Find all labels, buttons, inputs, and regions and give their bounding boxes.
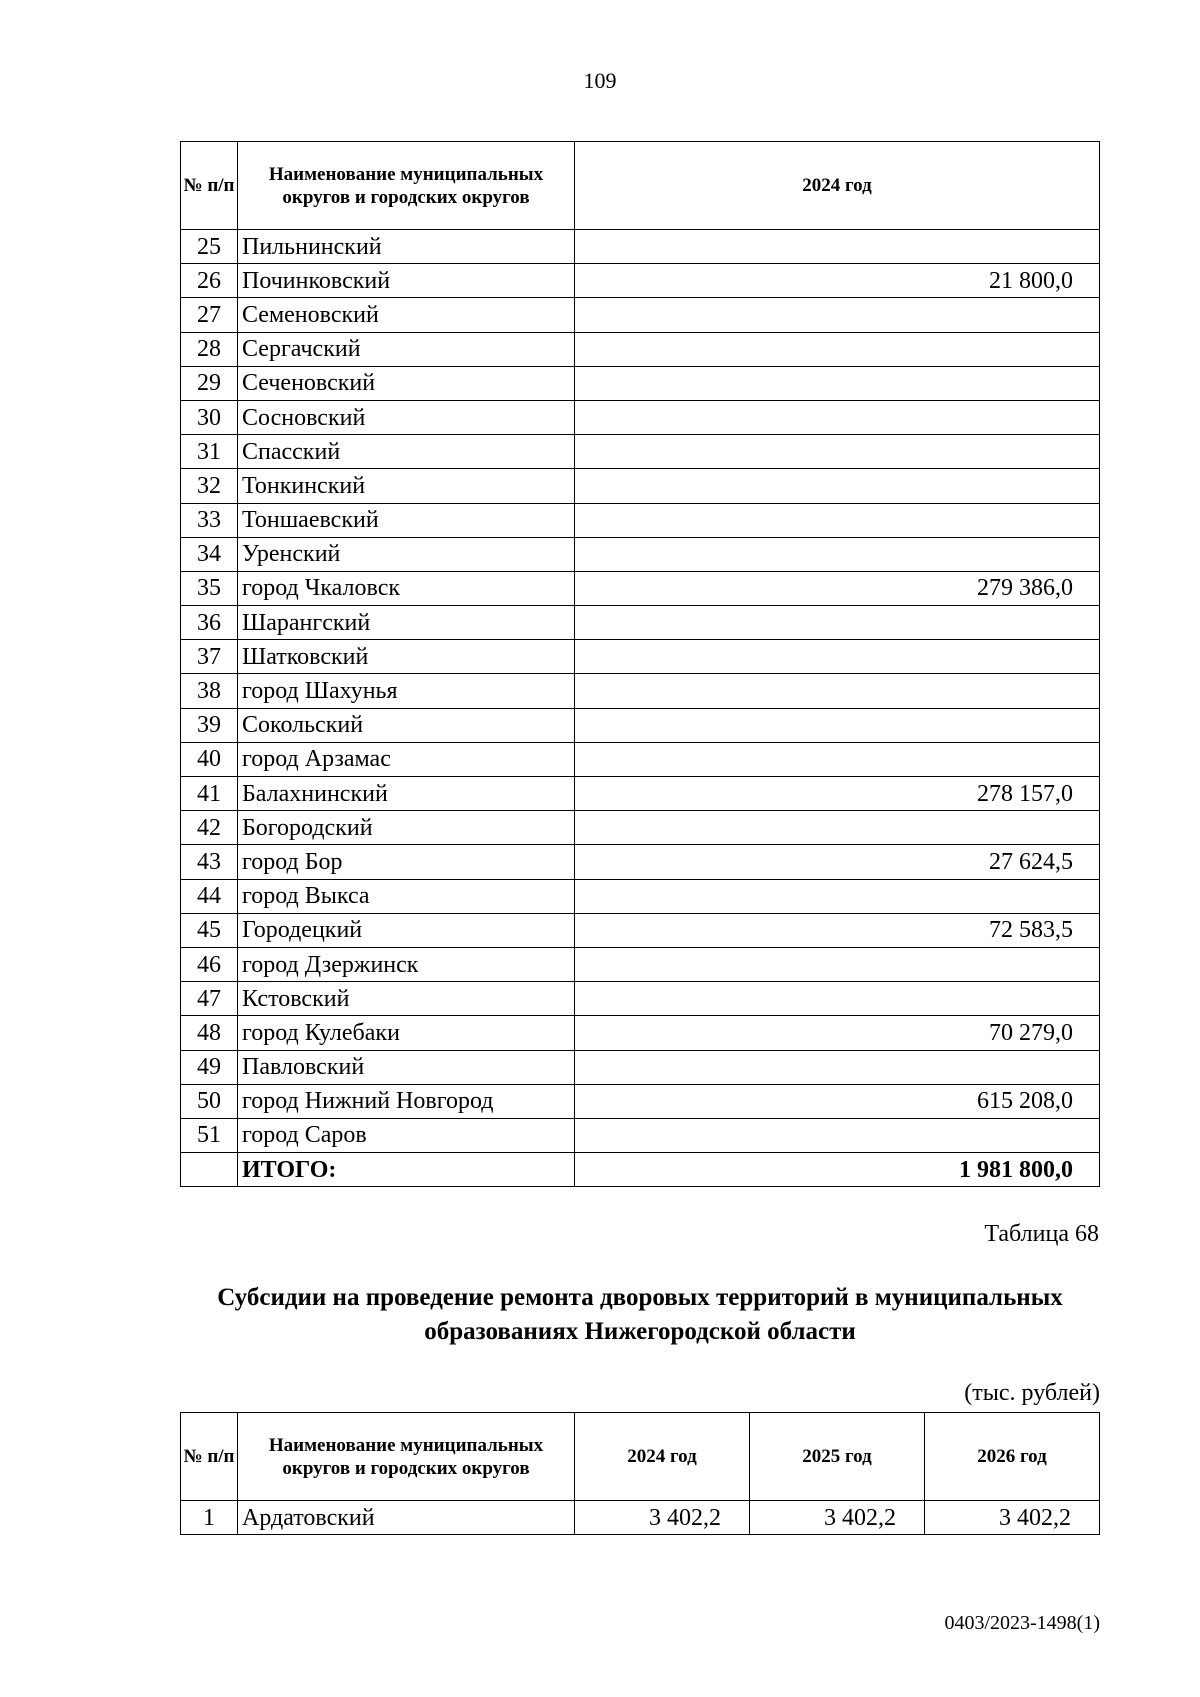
amount-2024 (575, 503, 1100, 537)
district-name: Кстовский (238, 982, 575, 1016)
district-name: город Выкса (238, 879, 575, 913)
section-title: Субсидии на проведение ремонта дворовых территорий в муниципальных образованиях Нижегородской области (217, 1284, 1063, 1345)
table-row (181, 1501, 1100, 1535)
table-row (181, 264, 1100, 298)
table-row (181, 469, 1100, 503)
table-row (181, 435, 1100, 469)
district-name: город Дзержинск (238, 947, 575, 981)
district-name: город Кулебаки (238, 1016, 575, 1050)
amount-2024: 278 157,0 (575, 777, 1100, 811)
table2-body (181, 1501, 1100, 1535)
amount-2025: 3 402,2 (750, 1501, 925, 1535)
table-caption: Таблица 68 (984, 1221, 1099, 1247)
district-name: Павловский (238, 1050, 575, 1084)
table-row (181, 1084, 1100, 1118)
total-label: ИТОГО: (238, 1153, 575, 1187)
table-row (181, 332, 1100, 366)
row-number: 46 (181, 947, 238, 981)
table-row (181, 845, 1100, 879)
header-year-2025: 2025 год (750, 1413, 925, 1501)
district-name: Балахнинский (238, 777, 575, 811)
amount-2024 (575, 708, 1100, 742)
table-row (181, 982, 1100, 1016)
table-row (181, 571, 1100, 605)
row-number: 28 (181, 332, 238, 366)
amount-2024 (575, 469, 1100, 503)
row-number: 25 (181, 230, 238, 264)
table-row (181, 606, 1100, 640)
header-name: Наименование муниципальных округов и городских округов (238, 142, 575, 230)
amount-2024 (575, 400, 1100, 434)
row-number: 45 (181, 913, 238, 947)
district-name: город Саров (238, 1118, 575, 1152)
table-row (181, 777, 1100, 811)
district-name: Шарангский (238, 606, 575, 640)
district-name: Ардатовский (238, 1501, 575, 1535)
district-name: город Бор (238, 845, 575, 879)
row-number: 40 (181, 742, 238, 776)
amount-2024 (575, 982, 1100, 1016)
total-amount: 1 981 800,0 (575, 1153, 1100, 1187)
district-name: Сокольский (238, 708, 575, 742)
amount-2024: 3 402,2 (575, 1501, 750, 1535)
allocation-table-2024-2026 (180, 1412, 1100, 1535)
district-name: Починковский (238, 264, 575, 298)
amount-2026: 3 402,2 (925, 1501, 1100, 1535)
row-number: 39 (181, 708, 238, 742)
units-label: (тыс. рублей) (964, 1380, 1100, 1406)
table-row (181, 503, 1100, 537)
row-number: 27 (181, 298, 238, 332)
total-number (181, 1153, 238, 1187)
table-row (181, 1050, 1100, 1084)
row-number: 35 (181, 571, 238, 605)
district-name: Сеченовский (238, 366, 575, 400)
table-row (181, 1118, 1100, 1152)
row-number: 30 (181, 400, 238, 434)
amount-2024: 70 279,0 (575, 1016, 1100, 1050)
district-name: Городецкий (238, 913, 575, 947)
document-code: 0403/2023-1498(1) (944, 1612, 1100, 1634)
table-row (181, 400, 1100, 434)
row-number: 36 (181, 606, 238, 640)
table-row (181, 947, 1100, 981)
district-name: Сергачский (238, 332, 575, 366)
table-row (181, 811, 1100, 845)
row-number: 43 (181, 845, 238, 879)
district-name: город Шахунья (238, 674, 575, 708)
row-number: 31 (181, 435, 238, 469)
row-number: 37 (181, 640, 238, 674)
table-row (181, 708, 1100, 742)
row-number: 47 (181, 982, 238, 1016)
amount-2024: 279 386,0 (575, 571, 1100, 605)
table1-body (181, 230, 1100, 1187)
row-number: 34 (181, 537, 238, 571)
table-row (181, 298, 1100, 332)
district-name: Тоншаевский (238, 503, 575, 537)
row-number: 49 (181, 1050, 238, 1084)
district-name: Сосновский (238, 400, 575, 434)
amount-2024 (575, 742, 1100, 776)
row-number: 41 (181, 777, 238, 811)
row-number: 38 (181, 674, 238, 708)
district-name: Спасский (238, 435, 575, 469)
row-number: 29 (181, 366, 238, 400)
amount-2024: 21 800,0 (575, 264, 1100, 298)
row-number: 50 (181, 1084, 238, 1118)
district-name: Тонкинский (238, 469, 575, 503)
district-name: город Нижний Новгород (238, 1084, 575, 1118)
amount-2024: 72 583,5 (575, 913, 1100, 947)
district-name: Пильнинский (238, 230, 575, 264)
amount-2024: 615 208,0 (575, 1084, 1100, 1118)
amount-2024 (575, 811, 1100, 845)
amount-2024 (575, 879, 1100, 913)
row-number: 48 (181, 1016, 238, 1050)
amount-2024 (575, 435, 1100, 469)
row-number: 1 (181, 1501, 238, 1535)
header-num: № п/п (181, 1413, 238, 1501)
table-row (181, 230, 1100, 264)
district-name: Уренский (238, 537, 575, 571)
header-year-2024: 2024 год (575, 142, 1100, 230)
row-number: 51 (181, 1118, 238, 1152)
amount-2024 (575, 537, 1100, 571)
page-number: 109 (583, 68, 617, 93)
district-name: Семеновский (238, 298, 575, 332)
amount-2024 (575, 230, 1100, 264)
district-name: город Арзамас (238, 742, 575, 776)
amount-2024 (575, 947, 1100, 981)
row-number: 26 (181, 264, 238, 298)
header-num: № п/п (181, 142, 238, 230)
amount-2024 (575, 640, 1100, 674)
row-number: 42 (181, 811, 238, 845)
district-name: город Чкаловск (238, 571, 575, 605)
table-row (181, 537, 1100, 571)
total-row (181, 1153, 1100, 1187)
allocation-table-2024 (180, 141, 1100, 1187)
header-year-2024: 2024 год (575, 1413, 750, 1501)
table-row (181, 879, 1100, 913)
header-year-2026: 2026 год (925, 1413, 1100, 1501)
table-row (181, 913, 1100, 947)
amount-2024 (575, 1050, 1100, 1084)
amount-2024 (575, 332, 1100, 366)
row-number: 44 (181, 879, 238, 913)
district-name: Богородский (238, 811, 575, 845)
table-row (181, 640, 1100, 674)
table-row (181, 1016, 1100, 1050)
amount-2024 (575, 366, 1100, 400)
row-number: 32 (181, 469, 238, 503)
amount-2024 (575, 1118, 1100, 1152)
header-name: Наименование муниципальных округов и городских округов (238, 1413, 575, 1501)
table-row (181, 674, 1100, 708)
row-number: 33 (181, 503, 238, 537)
amount-2024 (575, 606, 1100, 640)
amount-2024 (575, 674, 1100, 708)
table-row (181, 366, 1100, 400)
district-name: Шатковский (238, 640, 575, 674)
amount-2024: 27 624,5 (575, 845, 1100, 879)
amount-2024 (575, 298, 1100, 332)
table-row (181, 742, 1100, 776)
